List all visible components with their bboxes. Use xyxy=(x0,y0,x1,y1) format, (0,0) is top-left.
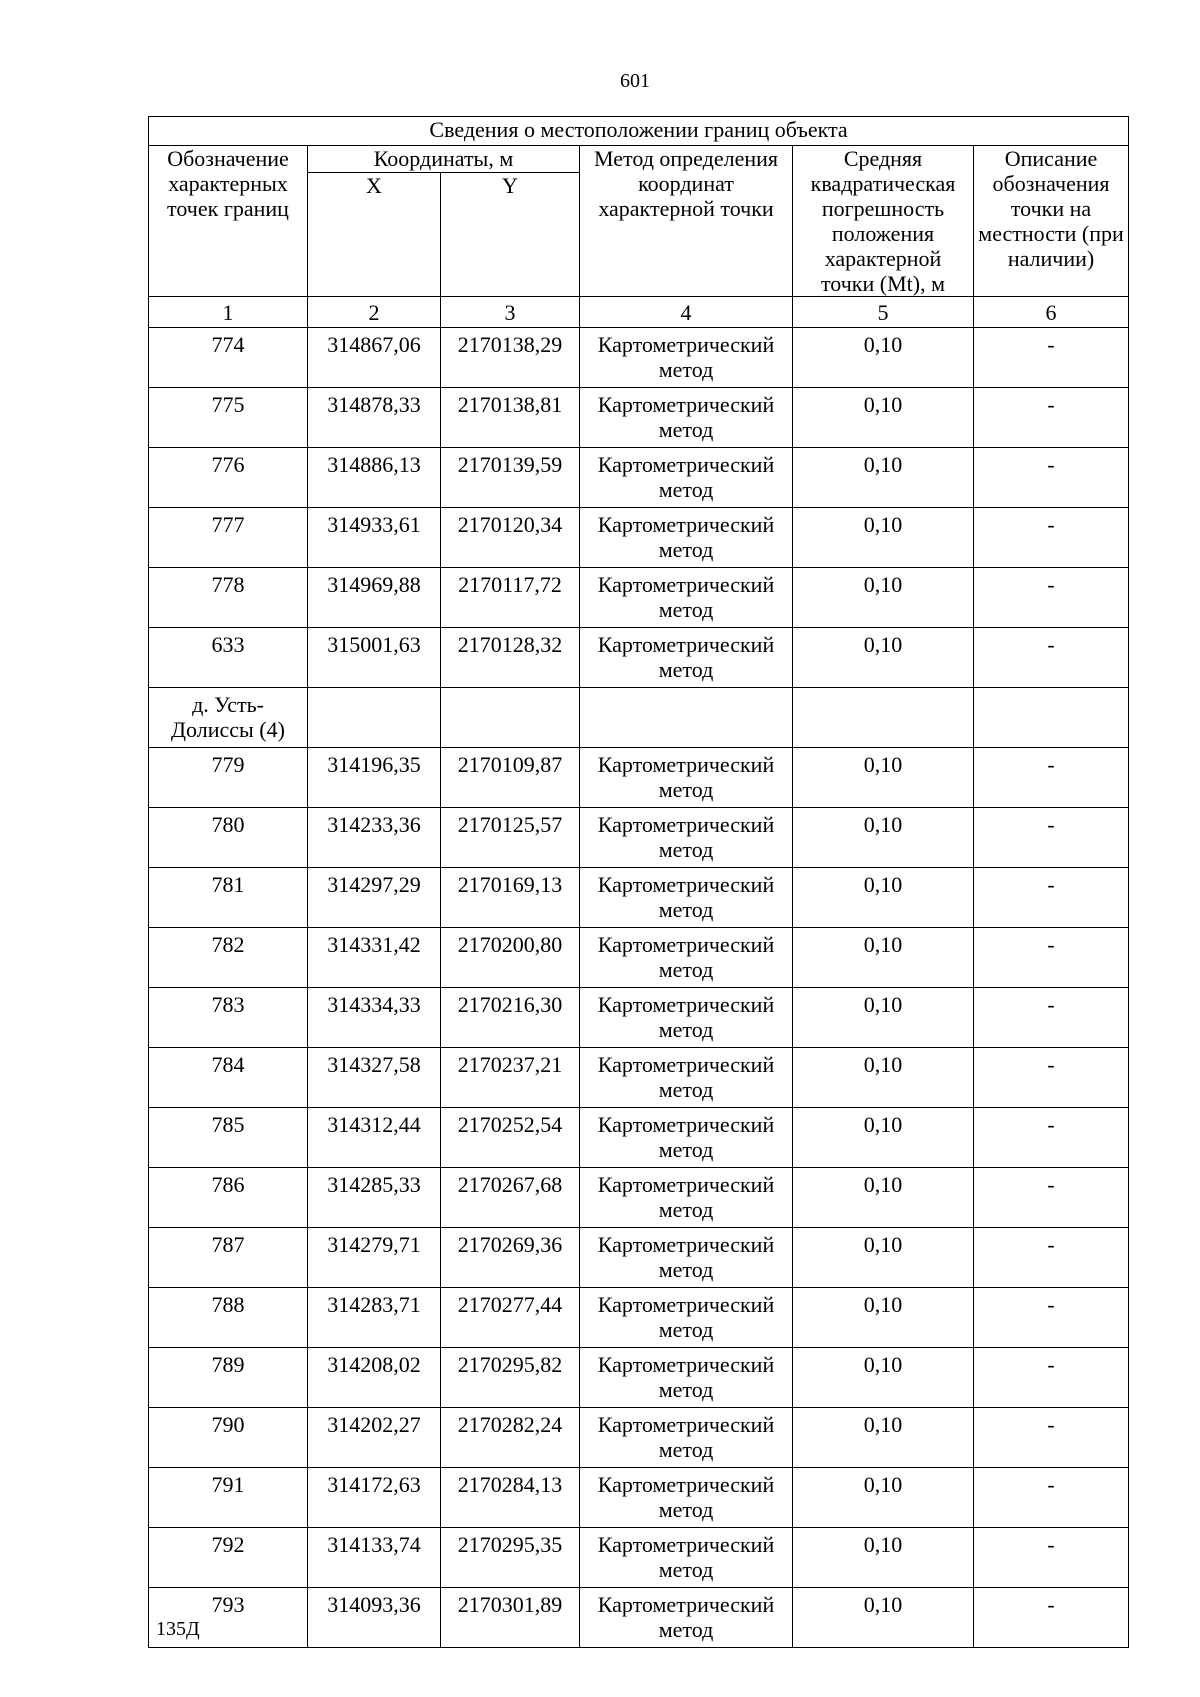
error-cell: 0,10 xyxy=(793,1588,974,1648)
y-coordinate-cell: 2170138,81 xyxy=(441,388,580,448)
error-cell: 0,10 xyxy=(793,628,974,688)
x-coordinate-cell: 314867,06 xyxy=(308,328,441,388)
description-cell: - xyxy=(974,508,1129,568)
description-cell: - xyxy=(974,328,1129,388)
table-row xyxy=(149,928,1129,988)
description-cell: - xyxy=(974,1408,1129,1468)
method-cell: Картометрический метод xyxy=(580,448,793,508)
table-row xyxy=(149,1228,1129,1288)
point-cell: 792 xyxy=(149,1528,308,1588)
method-cell: Картометрический метод xyxy=(580,988,793,1048)
point-cell: 780 xyxy=(149,808,308,868)
description-cell: - xyxy=(974,928,1129,988)
column-number: 5 xyxy=(793,297,974,328)
empty-cell xyxy=(308,688,441,748)
table-row xyxy=(149,388,1129,448)
point-cell: 791 xyxy=(149,1468,308,1528)
table-row xyxy=(149,1468,1129,1528)
table-row xyxy=(149,1408,1129,1468)
empty-cell xyxy=(441,688,580,748)
description-cell: - xyxy=(974,448,1129,508)
table-row xyxy=(149,1588,1129,1648)
table-row xyxy=(149,1288,1129,1348)
x-coordinate-cell: 314312,44 xyxy=(308,1108,441,1168)
point-cell: 776 xyxy=(149,448,308,508)
point-cell: 785 xyxy=(149,1108,308,1168)
error-cell: 0,10 xyxy=(793,1408,974,1468)
y-coordinate-cell: 2170284,13 xyxy=(441,1468,580,1528)
description-cell: - xyxy=(974,1048,1129,1108)
method-cell: Картометрический метод xyxy=(580,568,793,628)
table-row xyxy=(149,628,1129,688)
error-cell: 0,10 xyxy=(793,328,974,388)
x-coordinate-cell: 314283,71 xyxy=(308,1288,441,1348)
error-cell: 0,10 xyxy=(793,448,974,508)
method-cell: Картометрический метод xyxy=(580,1528,793,1588)
point-cell: 783 xyxy=(149,988,308,1048)
column-number: 4 xyxy=(580,297,793,328)
x-coordinate-cell: 314279,71 xyxy=(308,1228,441,1288)
method-cell: Картометрический метод xyxy=(580,1408,793,1468)
column-number: 3 xyxy=(441,297,580,328)
y-coordinate-cell: 2170267,68 xyxy=(441,1168,580,1228)
table-row xyxy=(149,568,1129,628)
table-row xyxy=(149,1048,1129,1108)
y-coordinate-cell: 2170301,89 xyxy=(441,1588,580,1648)
y-coordinate-cell: 2170295,35 xyxy=(441,1528,580,1588)
description-cell: - xyxy=(974,1288,1129,1348)
description-cell: - xyxy=(974,628,1129,688)
description-cell: - xyxy=(974,868,1129,928)
point-cell: 775 xyxy=(149,388,308,448)
method-cell: Картометрический метод xyxy=(580,1048,793,1108)
error-cell: 0,10 xyxy=(793,748,974,808)
column-number: 2 xyxy=(308,297,441,328)
x-coordinate-cell: 314196,35 xyxy=(308,748,441,808)
header-point: Обозначение характерных точек границ xyxy=(149,146,308,297)
error-cell: 0,10 xyxy=(793,1528,974,1588)
method-cell: Картометрический метод xyxy=(580,1468,793,1528)
description-cell: - xyxy=(974,568,1129,628)
error-cell: 0,10 xyxy=(793,1288,974,1348)
point-cell: 786 xyxy=(149,1168,308,1228)
method-cell: Картометрический метод xyxy=(580,748,793,808)
x-coordinate-cell: 314208,02 xyxy=(308,1348,441,1408)
y-coordinate-cell: 2170120,34 xyxy=(441,508,580,568)
method-cell: Картометрический метод xyxy=(580,628,793,688)
y-coordinate-cell: 2170269,36 xyxy=(441,1228,580,1288)
column-number-row xyxy=(149,297,1129,328)
description-cell: - xyxy=(974,1468,1129,1528)
y-coordinate-cell: 2170125,57 xyxy=(441,808,580,868)
y-coordinate-cell: 2170138,29 xyxy=(441,328,580,388)
y-coordinate-cell: 2170169,13 xyxy=(441,868,580,928)
method-cell: Картометрический метод xyxy=(580,1168,793,1228)
y-coordinate-cell: 2170295,82 xyxy=(441,1348,580,1408)
error-cell: 0,10 xyxy=(793,508,974,568)
y-coordinate-cell: 2170109,87 xyxy=(441,748,580,808)
table-row xyxy=(149,508,1129,568)
group-row xyxy=(149,688,1129,748)
method-cell: Картометрический метод xyxy=(580,808,793,868)
x-coordinate-cell: 314172,63 xyxy=(308,1468,441,1528)
error-cell: 0,10 xyxy=(793,1048,974,1108)
table-row xyxy=(149,1168,1129,1228)
error-cell: 0,10 xyxy=(793,388,974,448)
header-x: X xyxy=(308,173,441,297)
y-coordinate-cell: 2170117,72 xyxy=(441,568,580,628)
table-row xyxy=(149,748,1129,808)
x-coordinate-cell: 314093,36 xyxy=(308,1588,441,1648)
point-cell: 777 xyxy=(149,508,308,568)
point-cell: 788 xyxy=(149,1288,308,1348)
x-coordinate-cell: 314878,33 xyxy=(308,388,441,448)
x-coordinate-cell: 314334,33 xyxy=(308,988,441,1048)
y-coordinate-cell: 2170277,44 xyxy=(441,1288,580,1348)
table-row xyxy=(149,1108,1129,1168)
description-cell: - xyxy=(974,988,1129,1048)
description-cell: - xyxy=(974,1168,1129,1228)
footer-code: 135Д xyxy=(156,1618,200,1640)
point-cell: 782 xyxy=(149,928,308,988)
page-number: 601 xyxy=(620,70,650,92)
table-row xyxy=(149,1528,1129,1588)
description-cell: - xyxy=(974,1588,1129,1648)
method-cell: Картометрический метод xyxy=(580,508,793,568)
table-row xyxy=(149,1348,1129,1408)
y-coordinate-cell: 2170252,54 xyxy=(441,1108,580,1168)
point-cell: 633 xyxy=(149,628,308,688)
column-number: 6 xyxy=(974,297,1129,328)
x-coordinate-cell: 314331,42 xyxy=(308,928,441,988)
description-cell: - xyxy=(974,388,1129,448)
table-row xyxy=(149,448,1129,508)
header-method: Метод определения координат характерной точки xyxy=(580,146,793,297)
method-cell: Картометрический метод xyxy=(580,388,793,448)
point-cell: 778 xyxy=(149,568,308,628)
point-cell: 774 xyxy=(149,328,308,388)
table-row xyxy=(149,808,1129,868)
group-label-cell: д. Усть-Долиссы (4) xyxy=(149,688,308,748)
y-coordinate-cell: 2170216,30 xyxy=(441,988,580,1048)
error-cell: 0,10 xyxy=(793,868,974,928)
point-cell: 787 xyxy=(149,1228,308,1288)
description-cell: - xyxy=(974,1528,1129,1588)
error-cell: 0,10 xyxy=(793,1108,974,1168)
y-coordinate-cell: 2170237,21 xyxy=(441,1048,580,1108)
header-error: Средняя квадратическая погрешность положения характерной точки (Mt), м xyxy=(793,146,974,297)
description-cell: - xyxy=(974,748,1129,808)
x-coordinate-cell: 314969,88 xyxy=(308,568,441,628)
x-coordinate-cell: 315001,63 xyxy=(308,628,441,688)
y-coordinate-cell: 2170282,24 xyxy=(441,1408,580,1468)
method-cell: Картометрический метод xyxy=(580,1288,793,1348)
method-cell: Картометрический метод xyxy=(580,868,793,928)
error-cell: 0,10 xyxy=(793,1228,974,1288)
point-cell: 789 xyxy=(149,1348,308,1408)
point-cell: 790 xyxy=(149,1408,308,1468)
x-coordinate-cell: 314933,61 xyxy=(308,508,441,568)
x-coordinate-cell: 314886,13 xyxy=(308,448,441,508)
error-cell: 0,10 xyxy=(793,1348,974,1408)
error-cell: 0,10 xyxy=(793,928,974,988)
column-number: 1 xyxy=(149,297,308,328)
header-coordinates: Координаты, м xyxy=(308,146,580,173)
table-row xyxy=(149,988,1129,1048)
error-cell: 0,10 xyxy=(793,808,974,868)
y-coordinate-cell: 2170200,80 xyxy=(441,928,580,988)
table-caption: Сведения о местоположении границ объекта xyxy=(149,117,1129,146)
empty-cell xyxy=(580,688,793,748)
point-cell: 793 xyxy=(149,1588,308,1648)
empty-cell xyxy=(974,688,1129,748)
y-coordinate-cell: 2170139,59 xyxy=(441,448,580,508)
error-cell: 0,10 xyxy=(793,568,974,628)
table-row xyxy=(149,868,1129,928)
method-cell: Картометрический метод xyxy=(580,328,793,388)
method-cell: Картометрический метод xyxy=(580,1348,793,1408)
x-coordinate-cell: 314233,36 xyxy=(308,808,441,868)
y-coordinate-cell: 2170128,32 xyxy=(441,628,580,688)
boundary-coordinates-table xyxy=(148,116,1129,1648)
empty-cell xyxy=(793,688,974,748)
x-coordinate-cell: 314285,33 xyxy=(308,1168,441,1228)
error-cell: 0,10 xyxy=(793,1468,974,1528)
x-coordinate-cell: 314133,74 xyxy=(308,1528,441,1588)
point-cell: 784 xyxy=(149,1048,308,1108)
description-cell: - xyxy=(974,1228,1129,1288)
description-cell: - xyxy=(974,808,1129,868)
error-cell: 0,10 xyxy=(793,988,974,1048)
x-coordinate-cell: 314202,27 xyxy=(308,1408,441,1468)
table-row xyxy=(149,328,1129,388)
point-cell: 779 xyxy=(149,748,308,808)
method-cell: Картометрический метод xyxy=(580,1108,793,1168)
point-cell: 781 xyxy=(149,868,308,928)
method-cell: Картометрический метод xyxy=(580,1228,793,1288)
x-coordinate-cell: 314297,29 xyxy=(308,868,441,928)
header-description: Описание обозначения точки на местности (при наличии) xyxy=(974,146,1129,297)
header-y: Y xyxy=(441,173,580,297)
x-coordinate-cell: 314327,58 xyxy=(308,1048,441,1108)
error-cell: 0,10 xyxy=(793,1168,974,1228)
method-cell: Картометрический метод xyxy=(580,928,793,988)
method-cell: Картометрический метод xyxy=(580,1588,793,1648)
description-cell: - xyxy=(974,1108,1129,1168)
description-cell: - xyxy=(974,1348,1129,1408)
